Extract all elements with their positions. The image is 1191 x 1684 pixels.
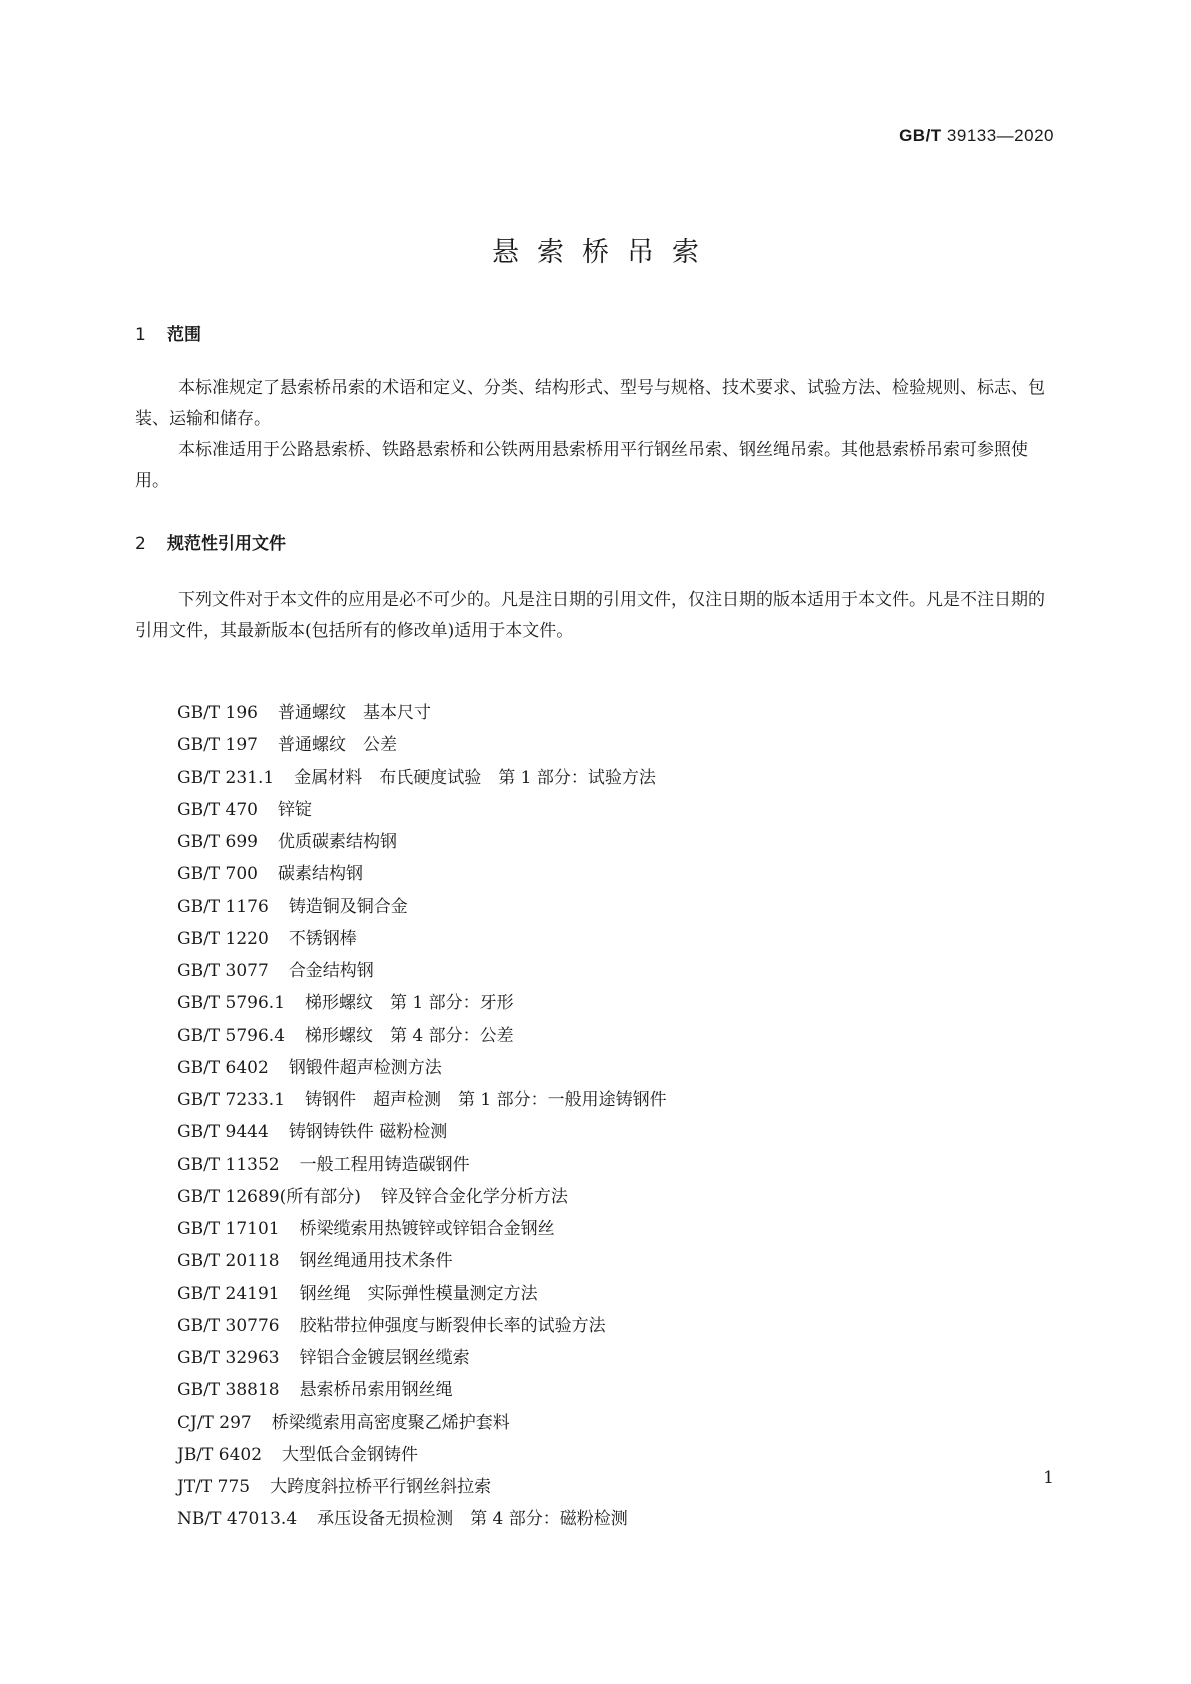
reference-title: 大型低合金钢铸件 (282, 1444, 419, 1465)
reference-title: 钢丝绳 实际弹性模量测定方法 (299, 1283, 538, 1304)
reference-code: GB/T 1220 (177, 928, 269, 949)
reference-item (177, 762, 667, 794)
reference-title: 普通螺纹 基本尺寸 (278, 703, 431, 723)
reference-item (177, 1439, 667, 1471)
section-heading-normative-references (135, 529, 286, 554)
reference-title: 合金结构钢 (288, 961, 374, 981)
reference-code: GB/T 30776 (177, 1315, 280, 1336)
reference-item (177, 1116, 667, 1148)
reference-code: JT/T 775 (177, 1477, 251, 1497)
page-number: 1 (1043, 1468, 1054, 1488)
reference-title: 不锈钢棒 (288, 928, 357, 949)
reference-title: 大跨度斜拉桥平行钢丝斜拉索 (270, 1477, 492, 1497)
reference-code: GB/T 699 (177, 832, 258, 852)
reference-code: GB/T 470 (177, 799, 258, 820)
reference-item (177, 955, 667, 987)
standard-prefix: GB/T (899, 126, 942, 145)
reference-code: CJ/T 297 (177, 1412, 252, 1433)
reference-code: GB/T 7233.1 (177, 1090, 286, 1110)
reference-title: 梯形螺纹 第 4 部分：公差 (305, 1025, 514, 1046)
scope-paragraph-1: 本标准规定了悬索桥吊索的术语和定义、分类、结构形式、型号与规格、技术要求、试验方法、检验规则、标志、包装、运输和储存。 (135, 378, 1045, 429)
reference-title: 铸造铜及铜合金 (288, 896, 408, 917)
reference-item (177, 858, 667, 890)
reference-item (177, 1213, 667, 1245)
reference-code: GB/T 1176 (177, 896, 269, 917)
document-title: 悬索桥吊索 (492, 237, 717, 268)
reference-title: 锌及锌合金化学分析方法 (380, 1186, 568, 1207)
reference-item (177, 1245, 667, 1277)
reference-code: GB/T 6402 (177, 1057, 269, 1078)
reference-item (177, 1181, 667, 1213)
reference-item (177, 1407, 667, 1439)
reference-item (177, 1149, 667, 1181)
reference-code: GB/T 24191 (177, 1283, 280, 1304)
reference-title: 普通螺纹 公差 (278, 735, 397, 756)
reference-code: GB/T 17101 (177, 1219, 280, 1239)
reference-title: 金属材料 布氏硬度试验 第 1 部分：试验方法 (294, 767, 656, 788)
section-number: 1 (135, 325, 146, 345)
references-intro-paragraph: 下列文件对于本文件的应用是必不可少的。凡是注日期的引用文件，仅注日期的版本适用于本文件。凡是不注日期的引用文件，其最新版本(包括所有的修改单)适用于本文件。 (135, 590, 1045, 641)
reference-code: GB/T 700 (177, 864, 258, 885)
reference-item (177, 794, 667, 826)
section-number: 2 (135, 534, 146, 554)
reference-item (177, 923, 667, 955)
reference-title: 一般工程用铸造碳钢件 (299, 1154, 470, 1175)
reference-code: GB/T 38818 (177, 1380, 280, 1401)
reference-item (177, 1052, 667, 1084)
reference-item (177, 1310, 667, 1342)
reference-item (177, 1084, 667, 1116)
reference-code: GB/T 231.1 (177, 767, 275, 788)
reference-title: 铸钢件 超声检测 第 1 部分：一般用途铸钢件 (305, 1090, 667, 1110)
reference-title: 桥梁缆索用高密度聚乙烯护套料 (271, 1412, 510, 1433)
reference-item (177, 987, 667, 1019)
reference-title: 桥梁缆索用热镀锌或锌铝合金钢丝 (299, 1219, 555, 1239)
reference-code: JB/T 6402 (177, 1444, 263, 1465)
reference-title: 优质碳素结构钢 (278, 832, 397, 852)
reference-title: 悬索桥吊索用钢丝绳 (299, 1380, 453, 1401)
reference-code: GB/T 5796.1 (177, 993, 286, 1014)
reference-title: 胶粘带拉伸强度与断裂伸长率的试验方法 (299, 1315, 606, 1336)
reference-title: 铸钢铸铁件 磁粉检测 (288, 1122, 448, 1143)
reference-title: 碳素结构钢 (278, 864, 363, 885)
reference-code: GB/T 197 (177, 735, 258, 756)
reference-title: 钢丝绳通用技术条件 (299, 1251, 453, 1272)
reference-item (177, 1342, 667, 1374)
reference-code: GB/T 11352 (177, 1154, 280, 1175)
reference-title: 钢锻件超声检测方法 (288, 1057, 442, 1078)
reference-code: GB/T 3077 (177, 961, 269, 981)
reference-title: 锌锭 (278, 799, 312, 820)
reference-code: GB/T 20118 (177, 1251, 280, 1272)
reference-item (177, 891, 667, 923)
reference-item (177, 697, 667, 729)
scope-paragraph-2: 本标准适用于公路悬索桥、铁路悬索桥和公铁两用悬索桥用平行钢丝吊索、钢丝绳吊索。其他悬索桥吊索可参照使用。 (135, 440, 1028, 491)
standard-number (899, 126, 1054, 146)
reference-title: 承压设备无损检测 第 4 部分：磁粉检测 (317, 1509, 628, 1530)
section-title: 规范性引用文件 (167, 534, 286, 554)
reference-item (177, 1374, 667, 1406)
reference-code: GB/T 12689(所有部分) (177, 1186, 361, 1207)
reference-list (177, 697, 667, 1536)
reference-item (177, 1503, 667, 1535)
section-title: 范围 (167, 325, 201, 345)
reference-code: GB/T 196 (177, 703, 258, 723)
reference-code: GB/T 5796.4 (177, 1025, 286, 1046)
reference-item (177, 1278, 667, 1310)
reference-title: 锌铝合金镀层钢丝缆索 (299, 1348, 470, 1368)
reference-item (177, 826, 667, 858)
reference-title: 梯形螺纹 第 1 部分：牙形 (305, 993, 514, 1014)
reference-item (177, 729, 667, 761)
reference-item (177, 1020, 667, 1052)
standard-code: 39133—2020 (946, 126, 1054, 145)
reference-code: GB/T 32963 (177, 1348, 280, 1368)
reference-item (177, 1471, 667, 1503)
reference-code: GB/T 9444 (177, 1122, 269, 1143)
section-heading-scope (135, 320, 201, 345)
reference-code: NB/T 47013.4 (177, 1509, 298, 1530)
